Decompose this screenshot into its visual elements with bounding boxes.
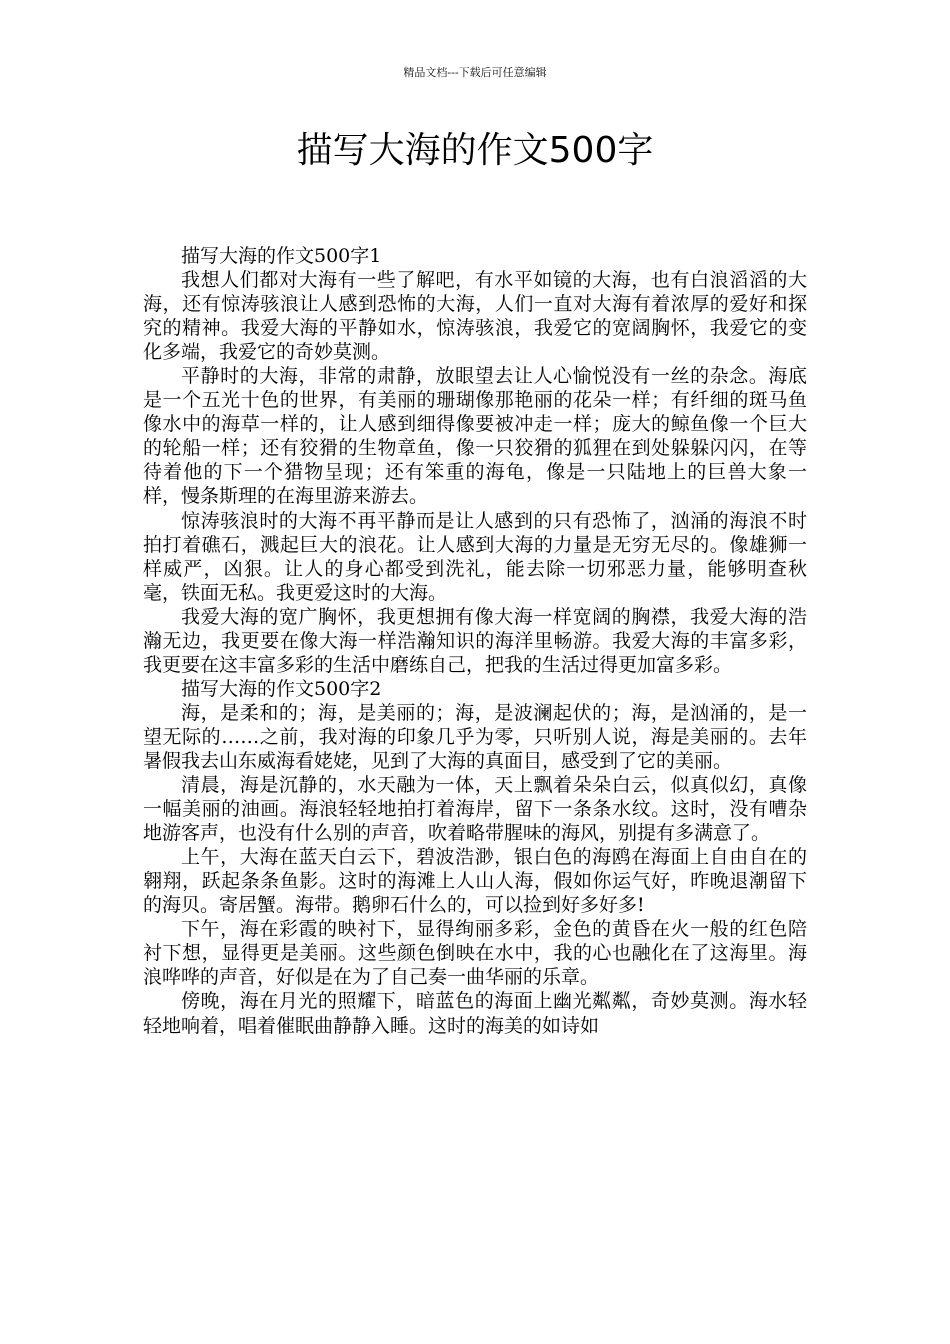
header-note: 精品文档---下载后可任意编辑 (403, 66, 547, 79)
document-body (143, 244, 807, 1038)
paragraph: 海，是柔和的；海，是美丽的；海，是波澜起伏的；海，是汹涌的，是一望无际的……之前，我对海的印象几乎为零，只听别人说，海是美丽的。去年暑假我去山东威海看姥姥，见到了大海的真面目，感受到了它的美丽。 (143, 701, 807, 772)
paragraph: 我爱大海的宽广胸怀，我更想拥有像大海一样宽阔的胸襟，我爱大海的浩瀚无边，我更要在像大海一样浩瀚知识的海洋里畅游。我爱大海的丰富多彩，我更要在这丰富多彩的生活中磨练自己，把我的生活过得更加富多彩。 (143, 605, 807, 676)
paragraph: 平静时的大海，非常的肃静，放眼望去让人心愉悦没有一丝的杂念。海底是一个五光十色的世界，有美丽的珊瑚像那艳丽的花朵一样；有纤细的斑马鱼像水中的海草一样的，让人感到细得像要被冲走一样；庞大的鲸鱼像一个巨大的轮船一样；还有狡猾的生物章鱼，像一只狡猾的狐狸在到处躲躲闪闪，在等待着他的下一个猎物呈现；还有笨重的海龟，像是一只陆地上的巨兽大象一样，慢条斯理的在海里游来游去。 (143, 365, 807, 508)
paragraph: 下午，海在彩霞的映衬下，显得绚丽多彩，金色的黄昏在火一般的红色陪衬下想，显得更是美丽。这些颜色倒映在水中，我的心也融化在了这海里。海浪哗哗的声音，好似是在为了自己奏一曲华丽的乐章。 (143, 918, 807, 989)
paragraph: 清晨，海是沉静的，水天融为一体，天上飘着朵朵白云，似真似幻，真像一幅美丽的油画。海浪轻轻地拍打着海岸，留下一条条水纹。这时，没有嘈杂地游客声，也没有什么别的声音，吹着略带腥味的海风，别提有多满意了。 (143, 774, 807, 845)
section-heading-2: 描写大海的作文500字2 (181, 677, 382, 700)
section-heading-1: 描写大海的作文500字1 (181, 245, 382, 267)
paragraph: 我想人们都对大海有一些了解吧，有水平如镜的大海，也有白浪滔滔的大海，还有惊涛骇浪让人感到恐怖的大海，人们一直对大海有着浓厚的爱好和探究的精神。我爱大海的平静如水，惊涛骇浪，我爱它的宽阔胸怀，我爱它的变化多端，我爱它的奇妙莫测。 (143, 269, 807, 364)
page-title: 描写大海的作文500字 (296, 130, 654, 171)
paragraph: 惊涛骇浪时的大海不再平静而是让人感到的只有恐怖了，汹涌的海浪不时拍打着礁石，溅起巨大的浪花。让人感到大海的力量是无穷无尽的。像雄狮一样威严，凶狠。让人的身心都受到洗礼，能去除一切邪恶力量，能够明查秋毫，铁面无私。我更爱这时的大海。 (143, 509, 807, 604)
paragraph: 上午，大海在蓝天白云下，碧波浩渺，银白色的海鸥在海面上自由自在的翱翔，跃起条条鱼影。这时的海滩上人山人海，假如你运气好，昨晚退潮留下的海贝。寄居蟹。海带。鹅卵石什么的，可以捡到好多好多! (143, 846, 807, 917)
paragraph: 傍晚，海在月光的照耀下，暗蓝色的海面上幽光粼粼，奇妙莫测。海水轻轻地响着，唱着催眠曲静静入睡。这时的海美的如诗如 (143, 990, 807, 1037)
